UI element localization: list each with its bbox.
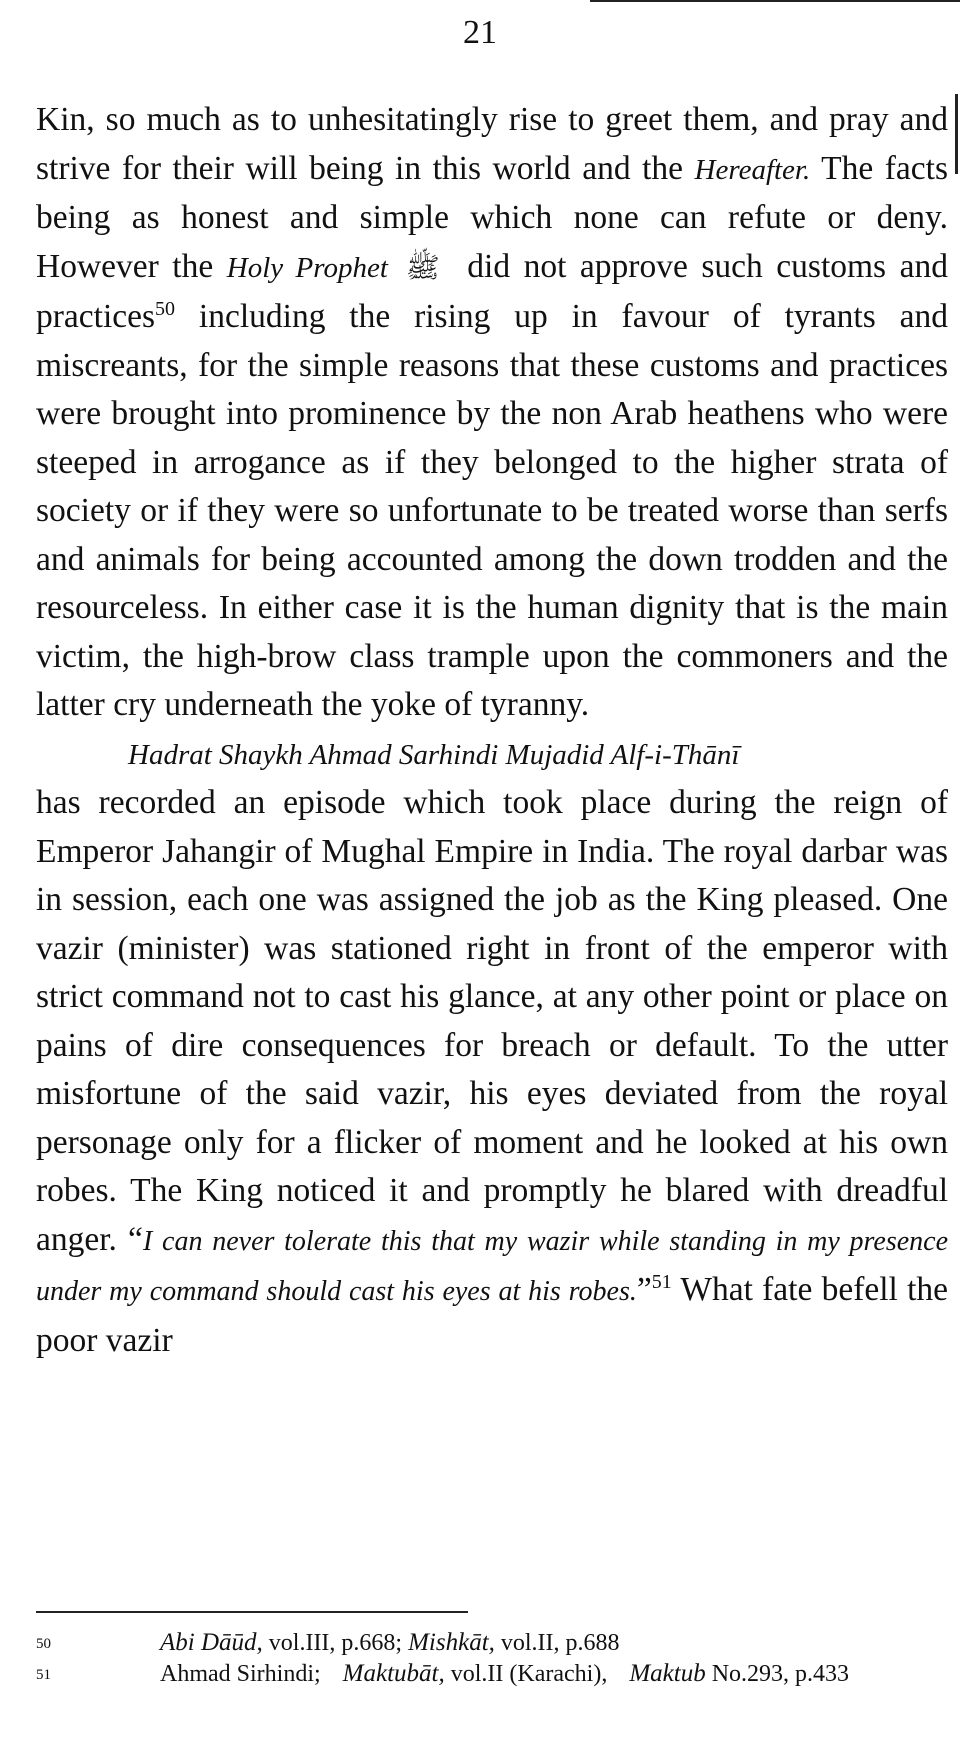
top-border-line: [590, 0, 960, 2]
page-number: 21: [463, 14, 497, 51]
footnote-part: Mishkāt,: [408, 1629, 495, 1656]
paragraph-1-text-c: did not approve such customs and practices: [36, 247, 948, 335]
footnote-part: Maktubāt,: [342, 1660, 445, 1687]
footnote-separator: [36, 1611, 468, 1613]
footnote-part: vol.II (Karachi),: [444, 1661, 608, 1687]
holy-prophet-term: Holy Prophet: [226, 251, 388, 284]
paragraph-2-heading: [36, 730, 948, 780]
footnotes: [36, 1628, 948, 1690]
main-text: [36, 96, 948, 1365]
footnote-51: [36, 1659, 948, 1690]
author-name-heading: Hadrat Shaykh Ahmad Sarhindi Mujadid Alf-i-Thānī: [128, 738, 740, 771]
footnote-part: Ahmad Sirhindi;: [160, 1661, 321, 1687]
footnote-text: [160, 1628, 948, 1659]
paragraph-2-text-b: What fate befell the poor vazir: [36, 1271, 948, 1359]
paragraph-1-text-a: Kin, so much as to unhesitatingly rise to greet them, and pray and strive for their will being in this world and the: [36, 101, 948, 187]
footnote-number: 50: [36, 1636, 51, 1652]
footnote-part: Abi Dāūd,: [160, 1629, 263, 1656]
paragraph-1-text-b: The facts being as honest and simple which none can refute or deny. However the: [36, 149, 949, 285]
paragraph-2: [36, 779, 948, 1365]
quote-close: ”: [636, 1271, 652, 1308]
footnote-part: vol.III, p.668;: [262, 1630, 409, 1656]
king-quote: I can never tolerate this that my wazir while standing in my presence under my command should cast his eyes at his robes.: [36, 1225, 948, 1307]
footnote-part: No.293, p.433: [705, 1661, 850, 1687]
footnote-text: [160, 1659, 948, 1690]
hereafter-term: Hereafter.: [694, 153, 811, 186]
margin-marker: [955, 94, 958, 174]
paragraph-1-text-d: including the rising up in favour of tyrants and miscreants, for the simple reasons that these customs and practices were brought into prominence by the non Arab heathens who were steeped in arrogance as if they belonged to the higher strata of society or if they were so unfortunate to be treated worse than serfs and animals for being accounted among the down trodden and the resourceless. In either case it is the human dignity that is the main victim, the high-brow class trample upon the commoners and the latter cry underneath the yoke of tyranny.: [36, 298, 948, 723]
footnote-number: 51: [36, 1667, 51, 1683]
paragraph-2-text-a: has recorded an episode which took place during the reign of Emperor Jahangir of Mughal Empire in India. The royal darbar was in session, each one was assigned the job as the King pleased. One vazir (minister) was stationed right in front of the emperor with strict command not to cast his glance, at any other point or place on pains of dire consequences for breach or default. To the utter misfortune of the said vazir, his eyes deviated from the royal personage only for a flicker of moment and he looked at his own robes. The King noticed it and promptly he blared with dreadful anger. “: [36, 784, 948, 1258]
footnote-ref-51: 51: [651, 1270, 672, 1293]
footnote-part: Maktub: [629, 1660, 706, 1687]
footnote-part: vol.II, p.688: [494, 1630, 620, 1656]
honorific-symbol: ﷺ: [405, 252, 440, 284]
footnote-50: [36, 1628, 948, 1659]
footnote-ref-50: 50: [155, 297, 176, 320]
paragraph-1: [36, 96, 948, 730]
